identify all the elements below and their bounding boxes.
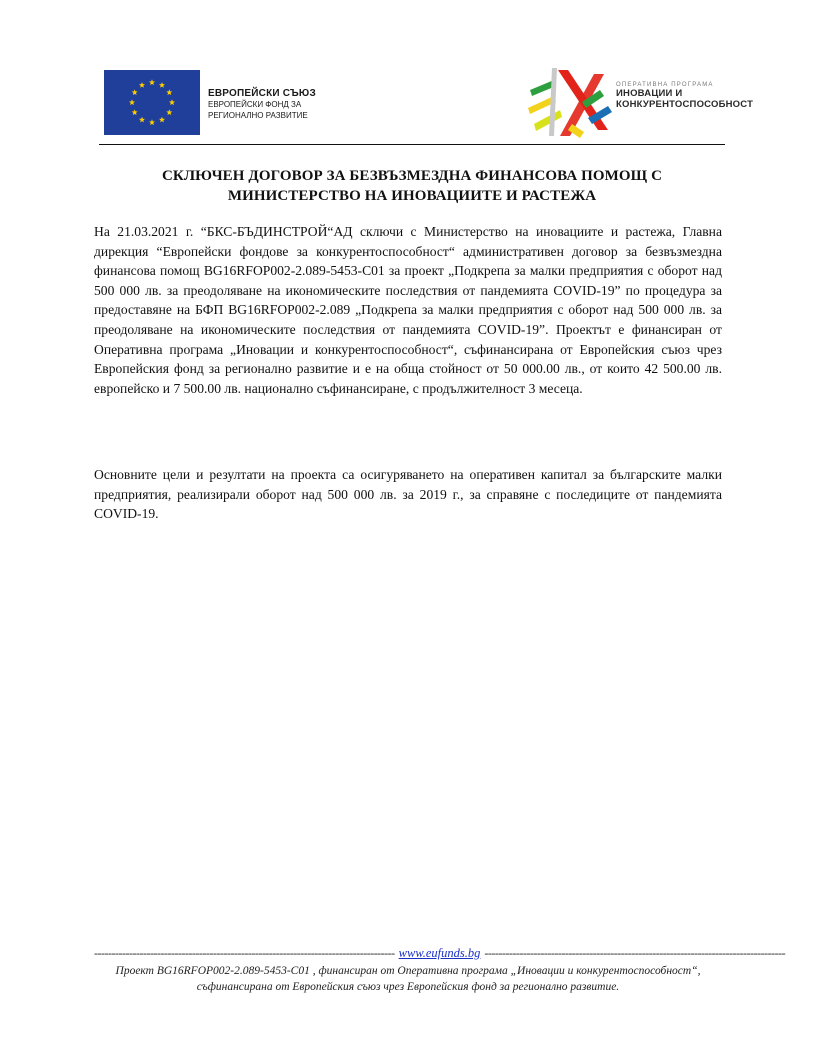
- footer-divider-line: [94, 946, 786, 961]
- eufunds-link[interactable]: www.eufunds.bg: [398, 946, 481, 960]
- title-line2: МИНИСТЕРСТВО НА ИНОВАЦИИТЕ И РАСТЕЖА: [227, 188, 597, 204]
- eu-logo-line2: ЕВРОПЕЙСКИ ФОНД ЗА: [208, 100, 302, 109]
- header-divider: [99, 144, 725, 145]
- eu-logo-text: [208, 88, 316, 121]
- eu-logo-line1: ЕВРОПЕЙСКИ СЪЮЗ: [208, 88, 316, 99]
- eu-stars: [104, 70, 200, 135]
- op-logo-line1: ИНОВАЦИИ И: [616, 88, 683, 99]
- op-logo-line2: КОНКУРЕНТОСПОСОБНОСТ: [616, 99, 754, 110]
- footer-note: Проект BG16RFOP002-2.089-5453-C01 , финансиран от Оперативна програма „Иновации и конкурентоспособност“, съфинансирана от Европейския съюз чрез Европейския фонд за регионално развитие.: [115, 965, 701, 993]
- title-line1: СКЛЮЧЕН ДОГОВОР ЗА БЕЗВЪЗМЕЗДНА ФИНАНСОВА ПОМОЩ С: [161, 168, 663, 184]
- op-innovation-logo-icon: [524, 62, 614, 140]
- footer-dashes-left: --------------------------------------------------------------------------------------: [94, 946, 395, 960]
- op-logo-text: [616, 82, 753, 110]
- footer-dashes-right: --------------------------------------------------------------------------------------: [484, 946, 786, 960]
- body-paragraph-2: Основните цели и резултати на проекта са осигуряването на оперативен капитал за българските малки предприятия, реализирали оборот над 500 000 лв. за 2019 г., за справяне с последиците от пандемията COVID-19.: [94, 467, 722, 522]
- eu-flag-icon: [104, 70, 200, 135]
- document-title: [110, 166, 714, 206]
- eu-logo-line3: РЕГИОНАЛНО РАЗВИТИЕ: [208, 111, 308, 120]
- body-paragraph-1: На 21.03.2021 г. “БКС-БЪДИНСТРОЙ“АД сключи с Министерство на иновациите и растежа, Главна дирекция “Европейски фондове за конкурентоспособност“ административен договор за безвъзмездна финансова помощ BG16RFOP002-2.089-5453-C01 за проект „Подкрепа за малки предприятия с оборот над 500 000 лв. за преодоляване на икономическите последствия от пандемията COVID-19” по процедура за предоставяне на БФП BG16RFOP002-2.089 „Подкрепа за малки предприятия с оборот над 500 000 лв. за преодоляване на икономическите последствия от пандемията COVID-19”. Проектът е финансиран от Оперативна програма „Иновации и конкурентоспособност“, съфинансирана от Европейския съюз чрез Европейския фонд за регионално развитие и е на обща стойност от 50 000.00 лв., от които 42 500.00 лв. европейско и 7 500.00 лв. национално съфинансиране, с продължителност 3 месеца.: [94, 224, 722, 396]
- op-logo-small: ОПЕРАТИВНА ПРОГРАМА: [616, 82, 714, 88]
